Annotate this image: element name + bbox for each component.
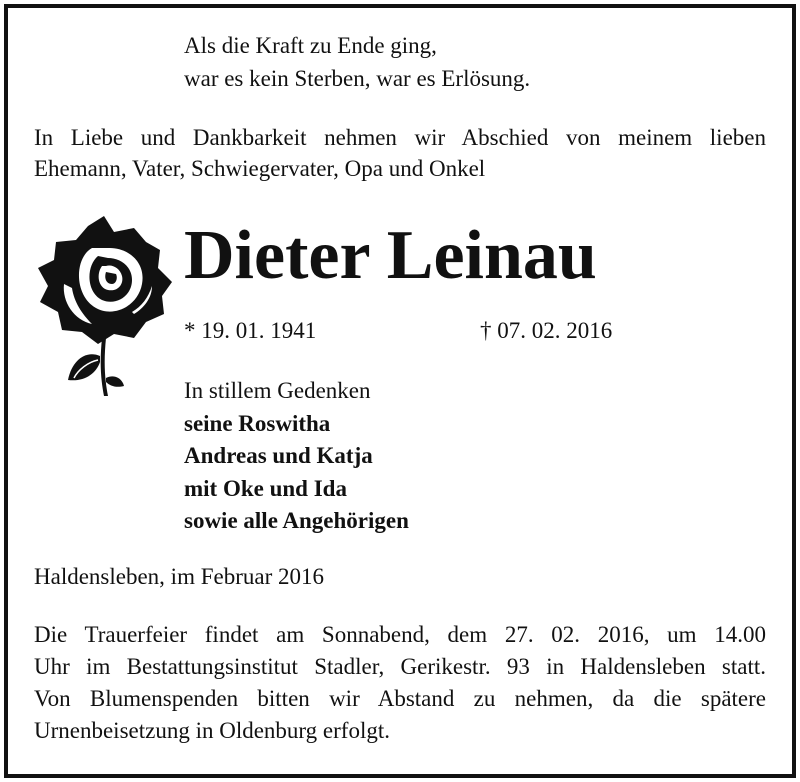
mourners-heading: In stillem Gedenken	[184, 378, 371, 403]
mourner-name: sowie alle Angehörigen	[184, 508, 409, 533]
mourner-name: Andreas und Katja	[184, 443, 373, 468]
rose-icon	[34, 210, 174, 400]
motto-line-1: Als die Kraft zu Ende ging,	[184, 33, 437, 58]
place-date: Haldensleben, im Februar 2016	[34, 564, 324, 589]
ceremony-line-3: Von Blumenspenden bitten wir Abstand zu nehmen, da die spätere	[34, 686, 766, 711]
ceremony-line-2: Uhr im Bestattungsinstitut Stadler, Gerikestr. 93 in Haldensleben statt.	[34, 654, 766, 679]
mourner-name: seine Roswitha	[184, 411, 331, 436]
intro-line-2: Ehemann, Vater, Schwiegervater, Opa und Onkel	[34, 156, 486, 181]
mourner-name: mit Oke und Ida	[184, 476, 347, 501]
intro-line-1: In Liebe und Dankbarkeit nehmen wir Abschied von meinem lieben	[34, 125, 766, 150]
ceremony-line-1: Die Trauerfeier findet am Sonnabend, dem 27. 02. 2016, um 14.00	[34, 622, 766, 647]
deceased-name: Dieter Leinau	[184, 217, 597, 294]
motto-line-2: war es kein Sterben, war es Erlösung.	[184, 66, 531, 91]
birth-date: * 19. 01. 1941	[184, 318, 317, 343]
ceremony-line-4: Urnenbeisetzung in Oldenburg erfolgt.	[34, 718, 390, 743]
death-date: † 07. 02. 2016	[480, 318, 613, 343]
